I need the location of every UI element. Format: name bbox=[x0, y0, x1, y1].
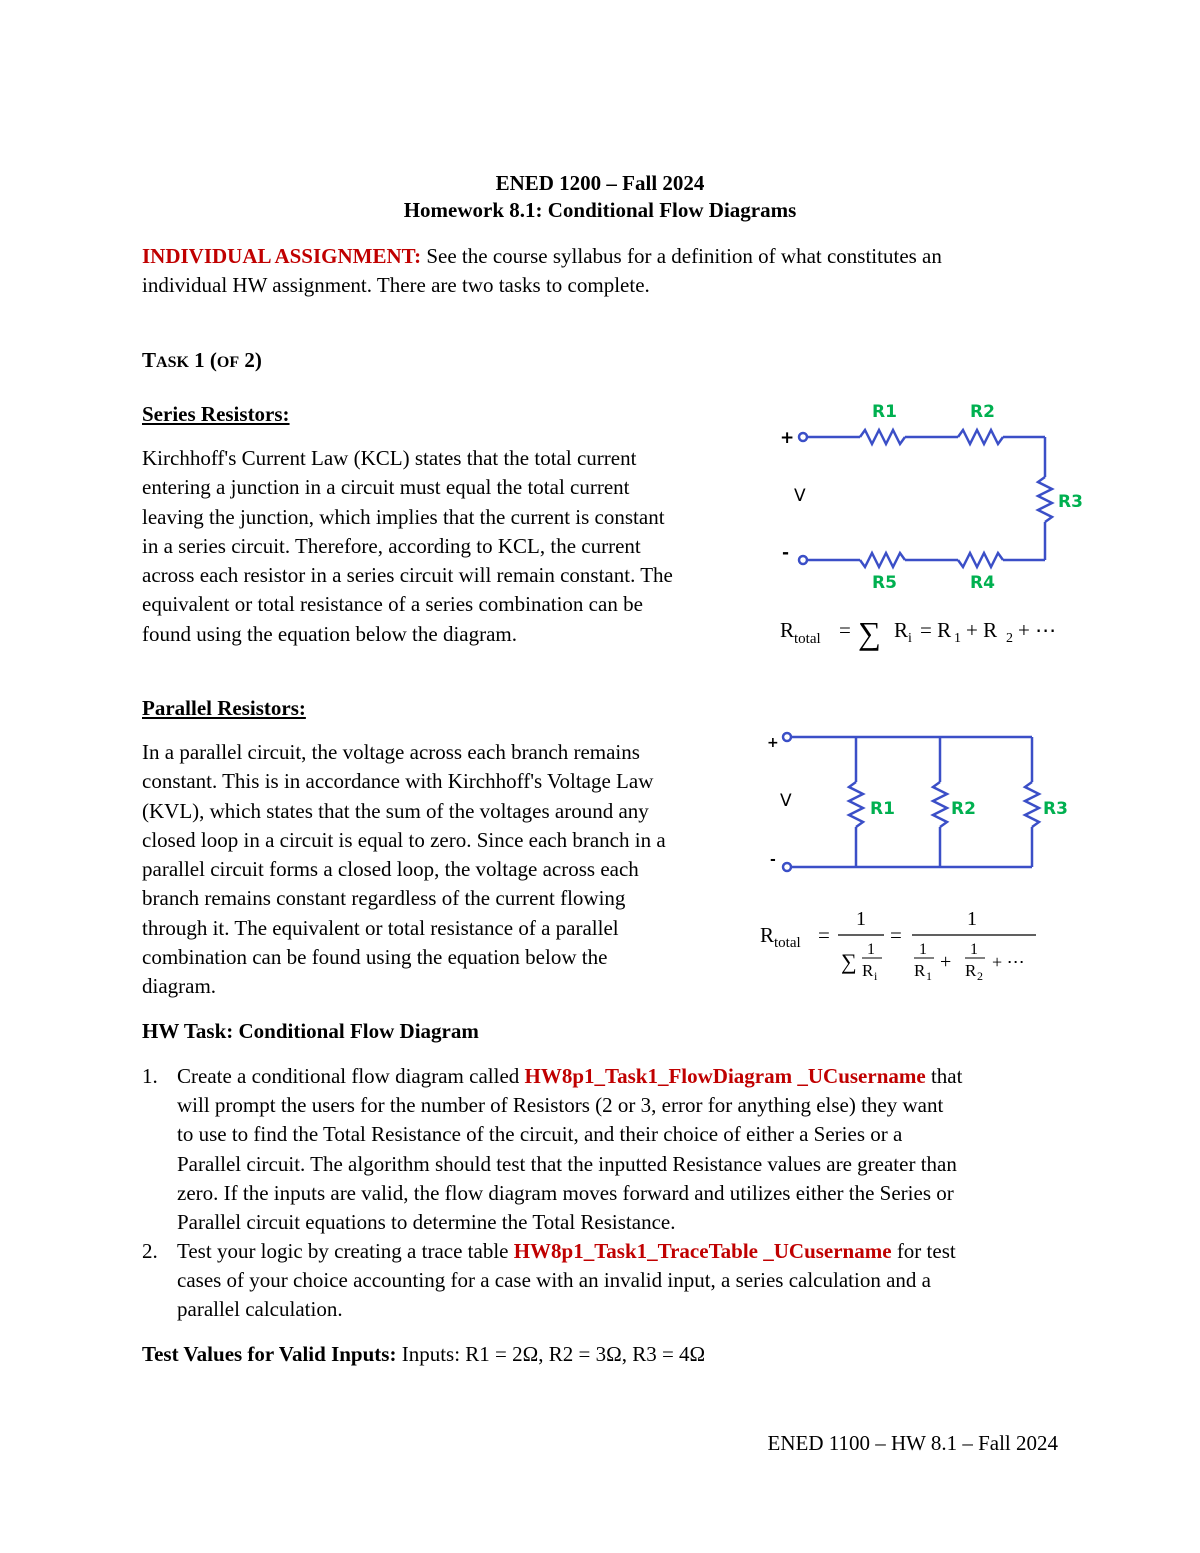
series-paragraph bbox=[142, 444, 673, 649]
parallel-wires bbox=[783, 733, 1039, 871]
series-wires bbox=[799, 430, 1052, 567]
peq-plus: + bbox=[940, 951, 952, 973]
eq-r2: + R bbox=[966, 618, 998, 642]
parallel-minus-sign: - bbox=[770, 852, 776, 868]
hw-item-1-text-end: that bbox=[925, 1064, 963, 1088]
parallel-line: (KVL), which states that the sum of the voltages around any bbox=[142, 798, 649, 823]
peq-r: R bbox=[760, 923, 775, 947]
peq-one-b: 1 bbox=[970, 941, 978, 958]
test-values: Inputs: R1 = 2Ω, R2 = 3Ω, R3 = 4Ω bbox=[396, 1342, 706, 1366]
hw-item-1-filename: HW8p1_Task1_FlowDiagram _UCusername bbox=[524, 1064, 926, 1088]
parallel-voltage-label: V bbox=[780, 791, 792, 811]
peq-sub-1: 1 bbox=[926, 969, 932, 983]
hw-item-2-line: cases of your choice accounting for a case with an invalid input, a series calculation and a bbox=[177, 1268, 931, 1293]
parallel-label-r1: R1 bbox=[870, 799, 895, 819]
parallel-label-r2: R2 bbox=[951, 799, 976, 819]
task-heading-t: T bbox=[142, 348, 157, 372]
peq-ri: R bbox=[862, 961, 874, 980]
parallel-plus-sign: + bbox=[767, 735, 779, 751]
peq-equals-2: = bbox=[890, 923, 902, 947]
parallel-paragraph bbox=[142, 738, 666, 1002]
parallel-line: parallel circuit forms a closed loop, the voltage across each bbox=[142, 857, 639, 882]
peq-sub-i: i bbox=[874, 969, 878, 983]
series-line: found using the equation below the diagram. bbox=[142, 621, 517, 646]
parallel-line: closed loop in a circuit is equal to zero. Since each branch in a bbox=[142, 827, 666, 852]
series-line: Kirchhoff's Current Law (KCL) states that the total current bbox=[142, 446, 637, 470]
peq-dots: + ⋯ bbox=[992, 952, 1025, 972]
intro-text-1: See the course syllabus for a definition of what constitutes an bbox=[421, 244, 942, 268]
eq-sub-2: 2 bbox=[1006, 631, 1013, 646]
parallel-line: through it. The equivalent or total resistance of a parallel bbox=[142, 915, 619, 940]
series-label-r5: R5 bbox=[872, 573, 897, 593]
eq-r1: = R bbox=[920, 618, 952, 642]
series-label-r2: R2 bbox=[970, 402, 995, 422]
hw-item-2-number: 2. bbox=[142, 1239, 158, 1263]
eq-sub-total: total bbox=[794, 631, 821, 647]
peq-sub-2: 2 bbox=[977, 969, 983, 983]
series-plus-sign: + bbox=[780, 428, 795, 448]
hw-item-1-line: will prompt the users for the number of Resistors (2 or 3, error for anything else) they want bbox=[177, 1093, 944, 1118]
page-footer: ENED 1100 – HW 8.1 – Fall 2024 bbox=[767, 1431, 1058, 1455]
series-label-r3: R3 bbox=[1058, 492, 1083, 512]
intro-line-2: individual HW assignment. There are two tasks to complete. bbox=[142, 273, 650, 297]
hw-item-1-line: Parallel circuit equations to determine the Total Resistance. bbox=[177, 1209, 676, 1234]
hw-item-1-text: Create a conditional flow diagram called bbox=[177, 1064, 525, 1088]
parallel-line: branch remains constant regardless of the current flowing bbox=[142, 886, 626, 911]
hw-item-1-line: zero. If the inputs are valid, the flow diagram moves forward and utilizes either the Series or bbox=[177, 1180, 954, 1205]
series-line: across each resistor in a series circuit will remain constant. The bbox=[142, 563, 673, 588]
hw-heading: HW Task: Conditional Flow Diagram bbox=[142, 1019, 479, 1043]
eq-r: R bbox=[780, 618, 795, 642]
task-heading-end: 2) bbox=[239, 348, 262, 372]
hw-item-1 bbox=[177, 1062, 962, 1237]
eq-sigma: ∑ bbox=[858, 615, 881, 651]
hw-item-2-line bbox=[177, 1237, 956, 1266]
parallel-circuit-diagram bbox=[760, 722, 1090, 992]
series-line: equivalent or total resistance of a series combination can be bbox=[142, 592, 643, 617]
series-equation bbox=[780, 615, 1056, 651]
series-label-r1: R1 bbox=[872, 402, 897, 422]
hw-item-2-text: Test your logic by creating a trace table bbox=[177, 1239, 514, 1263]
course-title: ENED 1200 – Fall 2024 bbox=[495, 171, 705, 195]
parallel-line: In a parallel circuit, the voltage across each branch remains bbox=[142, 740, 640, 764]
intro-line-1 bbox=[142, 242, 942, 271]
peq-sub-total: total bbox=[774, 935, 801, 951]
series-heading: Series Resistors: bbox=[142, 402, 290, 426]
eq-dots: + ⋯ bbox=[1018, 618, 1057, 642]
peq-equals-1: = bbox=[818, 923, 830, 947]
peq-one-a: 1 bbox=[919, 941, 927, 958]
series-voltage-label: V bbox=[794, 486, 806, 506]
parallel-line: diagram. bbox=[142, 974, 217, 999]
task-heading-ask: ASK bbox=[156, 354, 189, 371]
parallel-label-r3: R3 bbox=[1043, 799, 1068, 819]
series-line: leaving the junction, which implies that the current is constant bbox=[142, 504, 665, 529]
hw-item-2 bbox=[177, 1237, 956, 1325]
parallel-line: combination can be found using the equation below the bbox=[142, 945, 608, 970]
peq-r2: R bbox=[965, 961, 977, 980]
hw-item-2-text-end: for test bbox=[891, 1239, 956, 1263]
task-heading-num: 1 ( bbox=[188, 348, 217, 372]
peq-inner-one: 1 bbox=[867, 941, 875, 958]
hw-item-2-line: parallel calculation. bbox=[177, 1297, 343, 1322]
series-line: entering a junction in a circuit must equal the total current bbox=[142, 475, 630, 500]
eq-equals: = bbox=[839, 618, 851, 642]
parallel-heading: Parallel Resistors: bbox=[142, 696, 306, 720]
hw-item-2-filename: HW8p1_Task1_TraceTable _UCusername bbox=[513, 1239, 892, 1263]
parallel-line: constant. This is in accordance with Kirchhoff's Voltage Law bbox=[142, 769, 654, 794]
series-line: in a series circuit. Therefore, according to KCL, the current bbox=[142, 533, 641, 558]
task-heading-of: OF bbox=[216, 354, 240, 371]
test-values-label: Test Values for Valid Inputs: bbox=[142, 1342, 397, 1366]
hw-item-1-line: Parallel circuit. The algorithm should test that the inputted Resistance values are greater than bbox=[177, 1151, 957, 1176]
task-heading bbox=[142, 346, 262, 377]
hw-item-1-line bbox=[177, 1062, 962, 1091]
eq-sub-1: 1 bbox=[954, 631, 961, 646]
hw-item-1-line: to use to find the Total Resistance of the circuit, and their choice of either a Series or a bbox=[177, 1122, 903, 1147]
peq-numerator-1: 1 bbox=[856, 908, 866, 930]
peq-sigma: ∑ bbox=[841, 949, 857, 974]
intro-label: INDIVIDUAL ASSIGNMENT: bbox=[142, 244, 422, 268]
peq-r1: R bbox=[914, 961, 926, 980]
series-minus-sign: - bbox=[782, 543, 790, 563]
peq-numerator-2: 1 bbox=[967, 908, 977, 930]
eq-ri: R bbox=[894, 618, 909, 642]
hw-item-1-number: 1. bbox=[142, 1064, 158, 1088]
parallel-equation bbox=[760, 908, 1036, 983]
series-label-r4: R4 bbox=[970, 573, 995, 593]
test-values-line bbox=[142, 1340, 705, 1369]
page-title: Homework 8.1: Conditional Flow Diagrams bbox=[403, 198, 797, 222]
series-circuit-diagram bbox=[760, 395, 1090, 665]
eq-sub-i: i bbox=[908, 631, 912, 646]
